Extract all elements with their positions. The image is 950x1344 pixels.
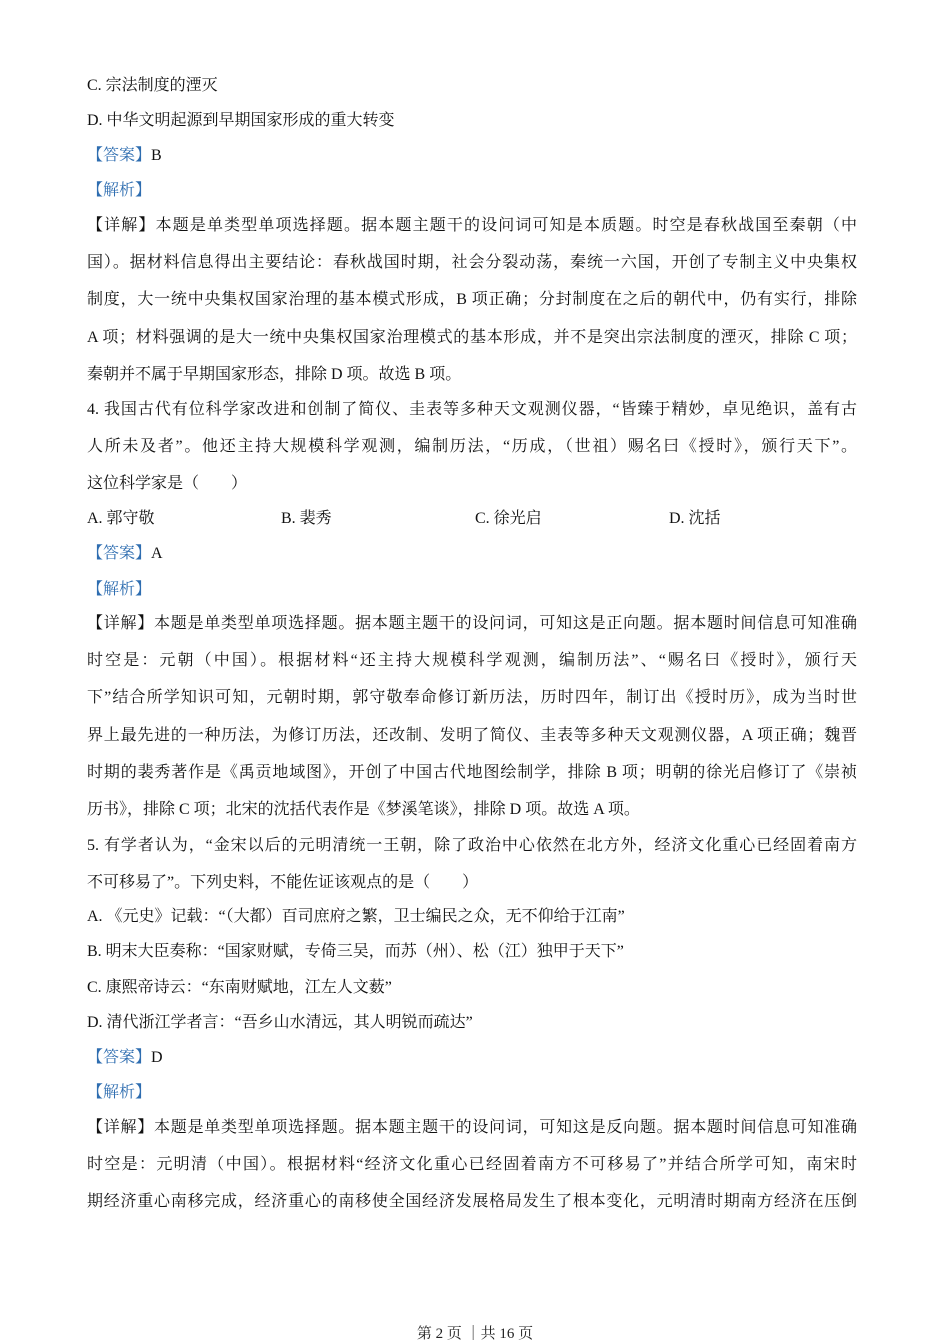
answer-value: B — [151, 147, 162, 164]
question-4-stem: 人所未及者”。他还主持大规模科学观测，编制历法，“历成，（世祖）赐名曰《授时》，颁行天下”。 — [87, 438, 857, 455]
detail-line — [87, 1117, 857, 1139]
answer-label: 【答案】 — [87, 545, 152, 562]
option-d: D. 清代浙江学者言：“吾乡山水清远，其人明锐而疏达” — [87, 1014, 473, 1031]
analysis-label: 【解析】 — [87, 182, 152, 199]
option-c: C. 康熙帝诗云：“东南财赋地，江左人文薮” — [87, 979, 392, 996]
answer-value: D — [151, 1049, 163, 1066]
page-footer: 第 2 页 ｜共 16 页 — [416, 1326, 534, 1342]
detail-line: 期经济重心南移完成，经济重心的南移使全国经济发展格局发生了根本变化，元明清时期南方经济在压倒 — [87, 1193, 857, 1210]
answer-line — [87, 145, 857, 167]
detail-label: 【详解】 — [87, 217, 156, 234]
option-c: C. 徐光启 — [475, 510, 542, 527]
option-b: B. 裴秀 — [281, 510, 332, 527]
detail-line: 时期的裴秀著作是《禹贡地域图》，开创了中国古代地图绘制学，排除 B 项；明朝的徐光启修订了《崇祯 — [87, 764, 857, 781]
detail-label: 【详解】 — [87, 615, 155, 632]
answer-label: 【答案】 — [87, 147, 152, 164]
answer-line — [87, 543, 857, 565]
detail-line: 历书》，排除 C 项；北宋的沈括代表作是《梦溪笔谈》，排除 D 项。故选 A 项。 — [87, 801, 640, 818]
detail-line: A 项；材料强调的是大一统中央集权国家治理模式的基本形成，并不是突出宗法制度的湮灭，排除 C 项； — [87, 329, 857, 346]
analysis-label: 【解析】 — [87, 581, 152, 598]
analysis-label: 【解析】 — [87, 1084, 152, 1101]
question-5-stem: 5. 有学者认为，“金宋以后的元明清统一王朝，除了政治中心依然在北方外，经济文化重心已经固着南方 — [87, 837, 857, 854]
option-a: A. 《元史》记载：“（大都）百司庶府之繁，卫士编民之众，无不仰给于江南” — [87, 908, 625, 925]
answer-value: A — [151, 545, 163, 562]
option-a: A. 郭守敬 — [87, 510, 155, 527]
answer-line — [87, 1047, 857, 1069]
option-c: C. 宗法制度的湮灭 — [87, 77, 218, 94]
answer-label: 【答案】 — [87, 1049, 152, 1066]
detail-line: 秦朝并不属于早期国家形态，排除 D 项。故选 B 项。 — [87, 366, 462, 383]
option-d: D. 沈括 — [669, 510, 721, 527]
detail-line: 下”结合所学知识可知，元朝时期，郭守敬奉命修订新历法，历时四年，制订出《授时历》，成为当时世 — [87, 689, 857, 706]
option-b: B. 明末大臣奏称：“国家财赋，专倚三吴，而苏（州）、松（江）独甲于天下” — [87, 943, 624, 960]
detail-line: 时空是：元朝（中国）。根据材料“还主持大规模科学观测，编制历法”、“赐名曰《授时》，颁行天 — [87, 652, 857, 669]
question-4-stem: 这位科学家是（ ） — [87, 475, 248, 492]
detail-label: 【详解】 — [87, 1119, 155, 1136]
detail-line — [87, 215, 857, 237]
question-5-stem: 不可移易了”。下列史料，不能佐证该观点的是（ ） — [87, 874, 479, 891]
detail-line — [87, 613, 857, 635]
question-4-stem: 4. 我国古代有位科学家改进和创制了简仪、圭表等多种天文观测仪器，“皆臻于精妙，卓见绝识，盖有古 — [87, 401, 857, 418]
question-4-options — [87, 508, 857, 530]
detail-text: 本题是单类型单项选择题。据本题主题干的设问词，可知这是反向题。据本题时间信息可知准确 — [154, 1119, 857, 1136]
detail-text: 本题是单类型单项选择题。据本题主题干的设问词，可知这是正向题。据本题时间信息可知准确 — [154, 615, 857, 632]
detail-line: 界上最先进的一种历法，为修订历法，还改制、发明了简仪、圭表等多种天文观测仪器，A 项正确；魏晋 — [87, 727, 857, 744]
option-d: D. 中华文明起源到早期国家形成的重大转变 — [87, 112, 395, 129]
detail-line: 国）。据材料信息得出主要结论：春秋战国时期，社会分裂动荡，秦统一六国，开创了专制主义中央集权 — [87, 254, 857, 271]
detail-text: 本题是单类型单项选择题。据本题主题干的设问词可知是本质题。时空是春秋战国至秦朝（中 — [155, 217, 857, 234]
detail-line: 制度，大一统中央集权国家治理的基本模式形成，B 项正确；分封制度在之后的朝代中，仍有实行，排除 — [87, 291, 857, 308]
detail-line: 时空是：元明清（中国）。根据材料“经济文化重心已经固着南方不可移易了”并结合所学可知，南宋时 — [87, 1156, 857, 1173]
